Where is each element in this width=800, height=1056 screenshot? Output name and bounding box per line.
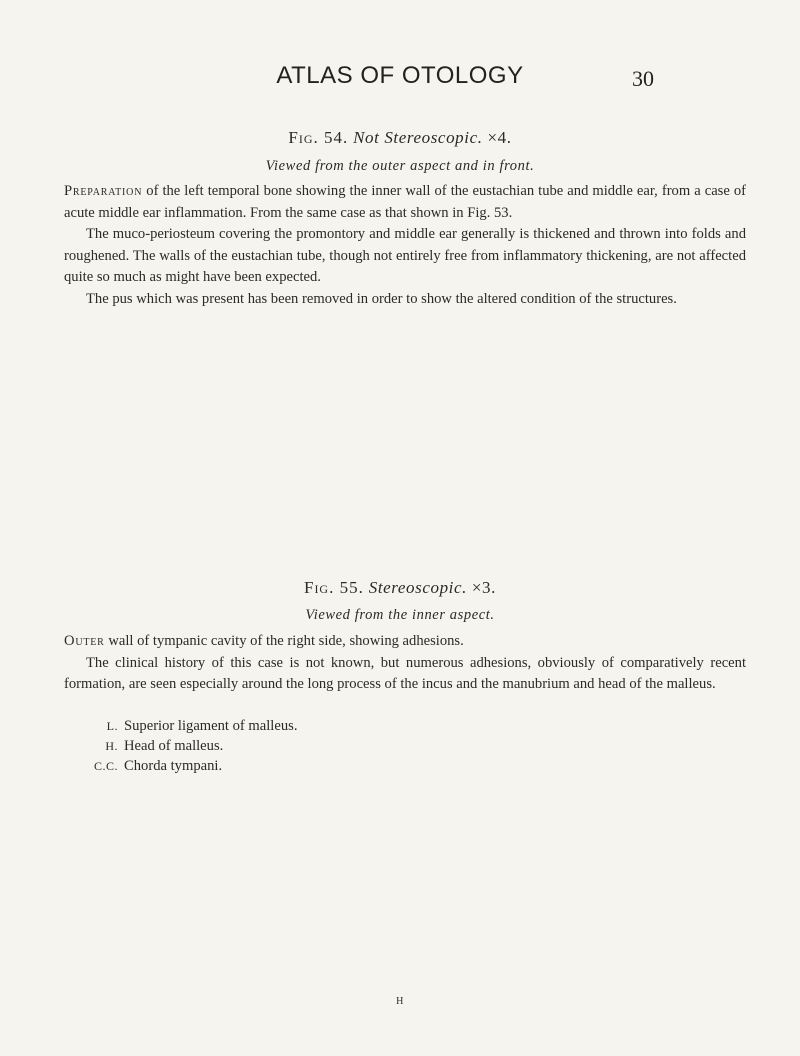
fig55-magnification: ×3. (471, 578, 496, 597)
fig54-title: Not Stereoscopic. (353, 128, 483, 147)
fig54-paragraph-2: The muco-periosteum covering the promontory and middle ear generally is thickened and thrown into folds and roughened. The walls of the eustachian tube, though not entirely free from inflammatory thickening, are not affected quite so much as might have been expected. (64, 226, 746, 285)
legend-text: Superior ligament of malleus. (124, 718, 298, 734)
fig55-caption (0, 578, 800, 598)
fig55-paragraph-1-text: wall of tympanic cavity of the right side, showing adhesions. (108, 633, 464, 649)
fig54-description (64, 181, 746, 310)
legend-key: L. (106, 719, 118, 733)
fig54-paragraph-1-text: of the left temporal bone showing the inner wall of the eustachian tube and middle ear, from a case of acute middle ear inflammation. From the same case as that shown in Fig. 53. (64, 183, 747, 221)
legend-text: Chorda tympani. (124, 758, 223, 774)
fig55-view: Viewed from the inner aspect. (305, 607, 495, 623)
fig55-paragraph-2: The clinical history of this case is not known, but numerous adhesions, obviously of comparatively recent formation, are seen especially around the long process of the incus and the manubrium and head of the malleus. (64, 654, 746, 692)
legend-item (88, 756, 297, 776)
page-number: 30 (632, 66, 654, 91)
fig54-label: Fig. 54. (288, 128, 349, 147)
fig55-lead-word: Outer (64, 633, 105, 649)
fig54-caption (0, 128, 800, 148)
legend-text: Head of malleus. (124, 738, 224, 754)
printer-signature-mark: H (396, 996, 404, 1007)
fig54-view: Viewed from the outer aspect and in front. (265, 158, 535, 174)
fig55-label: Fig. 55. (303, 578, 364, 597)
fig54-paragraph-3: The pus which was present has been removed in order to show the altered condition of the structures. (86, 290, 677, 307)
legend-item (88, 736, 297, 756)
legend-key: H. (105, 739, 118, 753)
fig55-paragraph-1 (64, 631, 746, 653)
fig54-lead-word: Preparation (64, 183, 143, 199)
fig54-paragraph-1 (64, 181, 746, 224)
running-header-title: ATLAS OF OTOLOGY (276, 62, 524, 89)
legend-item (88, 716, 297, 736)
fig54-magnification: ×4. (487, 128, 512, 147)
fig55-description (64, 631, 746, 696)
fig55-title: Stereoscopic. (368, 578, 467, 597)
fig55-legend (88, 716, 297, 776)
legend-key: C.C. (93, 759, 118, 773)
